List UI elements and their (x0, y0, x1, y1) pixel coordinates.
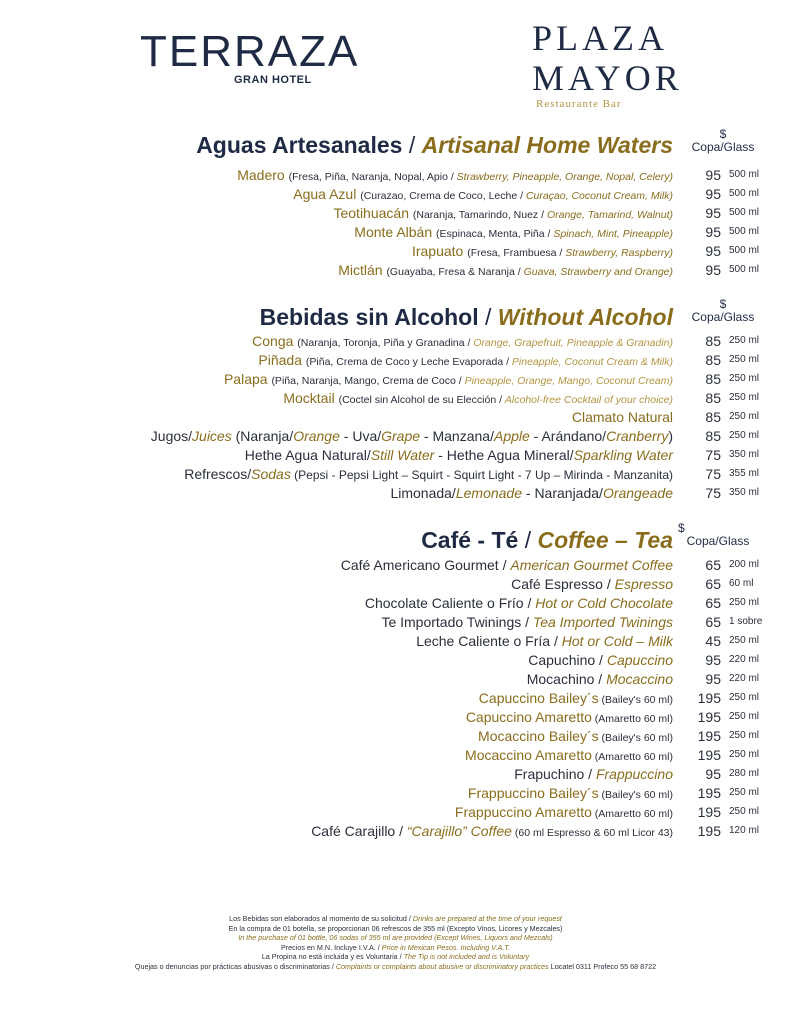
item-text (528, 651, 673, 669)
item-price: 195 (697, 709, 721, 725)
item-text (416, 632, 673, 650)
item-note: (Amaretto 60 ml) (591, 713, 673, 725)
item-size: 250 ml (729, 392, 760, 403)
item-text (338, 261, 673, 281)
item-text (412, 242, 673, 262)
item-desc-es: (Piña, Naranja, Mango, Crema de Coco / (271, 375, 465, 387)
item-price: 75 (705, 447, 721, 463)
item-size: 500 ml (729, 169, 760, 180)
item-note: (Amaretto 60 ml) (591, 751, 673, 763)
item-price: 85 (705, 333, 721, 349)
item-price: 195 (697, 785, 721, 801)
plaza-wordmark: PLAZA (532, 18, 668, 58)
item-name: Frapuchino / (514, 766, 596, 782)
item-desc-es: (Fresa, Frambuesa / (467, 247, 566, 259)
item-desc-es: (Naranja, Tamarindo, Nuez / (412, 209, 547, 221)
mayor-wordmark: MAYOR (532, 58, 683, 98)
item-size: 250 ml (729, 692, 760, 703)
list-item-juices: Jugos/Juices (Naranja/Orange - Uva/Grape - Manzana/Apple - Arándano/Cranberry) 85 250 ml (150, 428, 760, 444)
item-size: 350 ml (729, 449, 760, 460)
item-price: 75 (705, 466, 721, 482)
item-name: Mocktail (283, 390, 335, 406)
price-column-header: $ Copa/Glass (691, 127, 755, 154)
item-name: Capuccino Bailey´s (478, 690, 599, 706)
item-price: 45 (705, 633, 721, 649)
price-column-header: $ Copa/Glass (678, 521, 750, 548)
item-size: 250 ml (729, 635, 760, 646)
item-size: 500 ml (729, 207, 760, 218)
item-text (258, 351, 673, 371)
item-name: Palapa (223, 371, 268, 387)
item-desc-en: Pineapple, Orange, Mango, Coconut Cream) (464, 375, 673, 387)
item-desc-es: (Espinaca, Menta, Piña / (436, 228, 554, 240)
list-item (0, 408, 791, 427)
list-item (0, 689, 791, 708)
item-price: 95 (705, 243, 721, 259)
footer-notes: Los Bebidas son elaborados al momento de su solicitud / Drinks are prepared at the time of your request En la compra de 01 botella, se proporcionan 06 refrescos de 355 ml (Excepto Vinos, Licores y Mezcales) In the purchase of 01 bottle, 06 sodas of 355 ml are provided (Except Wines, Liquors and Mezcals) Precios en M.N. Incluye I.V.A. / Price in Mexican Pesos. Including V.A.T. La Propina no está incluida y es Voluntaria / The Tip is not included and is Voluntary Quejas o denuncias por prácticas abusivas o discriminatorias / Complaints or complaints about abusive or discriminatory practices Locatel 0311 Profeco 55 68 8722 (134, 914, 657, 971)
item-size: 60 ml (729, 578, 754, 589)
item-text (527, 670, 673, 688)
item-size: 350 ml (729, 487, 760, 498)
list-item (0, 784, 791, 803)
item-size: 250 ml (729, 730, 760, 741)
item-desc-en: Guava, Strawberry and Orange) (523, 266, 673, 278)
item-name: Teotihuacán (333, 205, 409, 221)
section-title: Café - Té / Coffee – Tea (421, 527, 673, 553)
item-desc-en: Strawberry, Raspberry) (565, 247, 673, 259)
item-note: (Bailey's 60 ml) (598, 789, 673, 801)
item-text (333, 204, 673, 224)
item-name: Clamato Natural (571, 409, 673, 425)
list-item (0, 632, 791, 651)
list-item (0, 166, 791, 185)
item-size: 250 ml (729, 597, 760, 608)
item-text (479, 689, 673, 709)
item-name: Mocaccino Bailey´s (478, 728, 599, 744)
item-name-en: Espresso (614, 576, 673, 592)
item-size: 1 sobre (729, 616, 763, 627)
item-size: 500 ml (729, 245, 760, 256)
list-item (0, 204, 791, 223)
item-price: 85 (705, 352, 721, 368)
price-column-header: $ Copa/Glass (691, 297, 755, 324)
item-text (237, 166, 673, 186)
list-item (0, 351, 791, 370)
item-name: Chocolate Caliente o Frío / (364, 595, 536, 611)
list-item (0, 556, 791, 575)
list-item (0, 389, 791, 408)
item-size: 200 ml (729, 559, 760, 570)
item-name: Conga (252, 333, 294, 349)
item-price: 85 (705, 390, 721, 406)
item-note: (Bailey's 60 ml) (598, 732, 673, 744)
item-size: 120 ml (729, 825, 760, 836)
item-price: 95 (705, 205, 721, 221)
item-name: Mocachino / (526, 671, 607, 687)
terraza-logo (140, 27, 400, 86)
item-price: 195 (697, 747, 721, 763)
list-item (0, 803, 791, 822)
item-price: 195 (697, 804, 721, 820)
item-desc-en: Strawberry, Pineapple, Orange, Nopal, Celery) (456, 171, 673, 183)
item-text (365, 594, 673, 612)
terraza-wordmark: TERRAZA (140, 27, 360, 76)
list-item (0, 708, 791, 727)
item-price: 65 (705, 595, 721, 611)
item-note: (Amaretto 60 ml) (591, 808, 673, 820)
item-name: Capuccino Amaretto (465, 709, 592, 725)
item-text (572, 408, 673, 426)
list-item (0, 670, 791, 689)
item-price: 95 (705, 224, 721, 240)
item-size: 500 ml (729, 188, 760, 199)
item-price: 195 (697, 728, 721, 744)
item-size: 250 ml (729, 411, 760, 422)
list-item-water: Hethe Agua Natural/Still Water - Hethe Agua Mineral/Sparkling Water 75 350 ml (244, 447, 760, 463)
item-name: Frappuccino Amaretto (454, 804, 592, 820)
item-size: 250 ml (729, 787, 760, 798)
restaurante-bar-label: Restaurante Bar (536, 98, 622, 110)
item-desc-es: (Fresa, Piña, Naranja, Nopal, Apio / (288, 171, 457, 183)
section-title: Aguas Artesanales / Artisanal Home Waters (196, 132, 673, 158)
item-name-en: Hot or Cold Chocolate (535, 595, 673, 611)
list-item (0, 575, 791, 594)
item-name-en: Tea Imported Twinings (532, 614, 673, 630)
item-name: Café Espresso / (511, 576, 615, 592)
item-name-en: Mocaccino (606, 671, 673, 687)
item-size: 250 ml (729, 354, 760, 365)
item-desc-es: (Piña, Crema de Coco y Leche Evaporada / (305, 356, 512, 368)
item-name: Capuchino / (528, 652, 607, 668)
list-item (0, 746, 791, 765)
item-size: 500 ml (729, 226, 760, 237)
item-desc-en: Orange, Grapefruit, Pineapple & Granadin) (473, 337, 673, 349)
item-name-en: Capuccino (606, 652, 673, 668)
item-desc-es: (Coctel sin Alcohol de su Elección / (338, 394, 505, 406)
item-name: Mictlán (338, 262, 383, 278)
item-name-en: American Gourmet Coffee (510, 557, 673, 573)
item-text (283, 389, 673, 409)
item-price: 65 (705, 614, 721, 630)
list-item (0, 651, 791, 670)
item-desc-en: Alcohol-free Cocktail of your choice) (504, 394, 673, 406)
item-note: (Bailey's 60 ml) (598, 694, 673, 706)
item-price: 85 (705, 428, 721, 444)
item-name: Te Importado Twinings / (381, 614, 533, 630)
list-item (0, 223, 791, 242)
list-item (0, 594, 791, 613)
item-name: Café Carajillo / (311, 823, 407, 839)
item-text (381, 613, 673, 631)
gran-hotel-label: GRAN HOTEL (234, 74, 312, 86)
item-desc-en: Orange, Tamarind, Walnut) (546, 209, 673, 221)
item-text (468, 784, 673, 804)
item-name: Frappuccino Bailey´s (467, 785, 599, 801)
item-note: (60 ml Espresso & 60 ml Licor 43) (511, 827, 673, 839)
item-desc-es: (Curazao, Crema de Coco, Leche / (360, 190, 526, 202)
item-size: 250 ml (729, 806, 760, 817)
list-item (0, 185, 791, 204)
item-size: 250 ml (729, 430, 760, 441)
item-size: 220 ml (729, 654, 760, 665)
item-name: Piñada (258, 352, 302, 368)
list-item (0, 261, 791, 280)
item-name: Agua Azul (293, 186, 357, 202)
item-size: 250 ml (729, 373, 760, 384)
item-desc-es: (Naranja, Toronja, Piña y Granadina / (297, 337, 474, 349)
item-text (466, 708, 673, 728)
item-text (455, 803, 673, 823)
item-price: 95 (705, 167, 721, 183)
item-name: Irapuato (411, 243, 464, 259)
item-size: 250 ml (729, 335, 760, 346)
list-item (0, 242, 791, 261)
item-desc-en: Pineapple, Coconut Cream & Milk) (511, 356, 673, 368)
item-size: 220 ml (729, 673, 760, 684)
section-title: Bebidas sin Alcohol / Without Alcohol (259, 304, 673, 330)
item-name: Madero (237, 167, 285, 183)
item-text (478, 727, 673, 747)
list-item (0, 370, 791, 389)
item-size: 355 ml (729, 468, 760, 479)
item-price: 65 (705, 576, 721, 592)
item-name: Mocaccino Amaretto (465, 747, 592, 763)
item-price: 95 (705, 186, 721, 202)
list-item-sodas: Refrescos/Sodas (Pepsi - Pepsi Light – Squirt - Squirt Light - 7 Up – Mirinda - Manzanita) 75 355 ml (184, 466, 760, 482)
item-price: 85 (705, 409, 721, 425)
item-price: 95 (705, 766, 721, 782)
list-item (0, 727, 791, 746)
item-name-en: “Carajillo” Coffee (406, 823, 512, 839)
plaza-mayor-logo (532, 18, 702, 110)
item-text (341, 556, 673, 574)
list-item (0, 613, 791, 632)
item-price: 95 (705, 262, 721, 278)
list-item-lemonade: Limonada/Lemonade - Naranjada/Orangeade 75 350 ml (390, 485, 760, 501)
item-name-en: Frappuccino (595, 766, 673, 782)
item-size: 500 ml (729, 264, 760, 275)
item-name: Monte Albán (354, 224, 433, 240)
item-text (252, 332, 673, 352)
item-text (354, 223, 673, 243)
item-price: 75 (705, 485, 721, 501)
item-price: 95 (705, 652, 721, 668)
item-price: 85 (705, 371, 721, 387)
item-name-en: Hot or Cold – Milk (561, 633, 673, 649)
item-text (514, 765, 673, 783)
item-price: 195 (697, 690, 721, 706)
item-text (465, 746, 673, 766)
list-item (0, 822, 791, 841)
item-text (511, 575, 673, 593)
item-desc-en: Spinach, Mint, Pineapple) (553, 228, 673, 240)
item-desc-es: (Guayaba, Fresa & Naranja / (386, 266, 524, 278)
item-price: 95 (705, 671, 721, 687)
item-desc-en: Curaçao, Coconut Cream, Milk) (525, 190, 673, 202)
item-size: 250 ml (729, 711, 760, 722)
item-price: 195 (697, 823, 721, 839)
list-item (0, 332, 791, 351)
item-text (293, 185, 673, 205)
item-size: 280 ml (729, 768, 760, 779)
item-size: 250 ml (729, 749, 760, 760)
item-name: Café Americano Gourmet / (340, 557, 511, 573)
list-item (0, 765, 791, 784)
item-name: Leche Caliente o Fría / (416, 633, 562, 649)
item-price: 65 (705, 557, 721, 573)
item-text (311, 822, 673, 842)
item-text (224, 370, 673, 390)
